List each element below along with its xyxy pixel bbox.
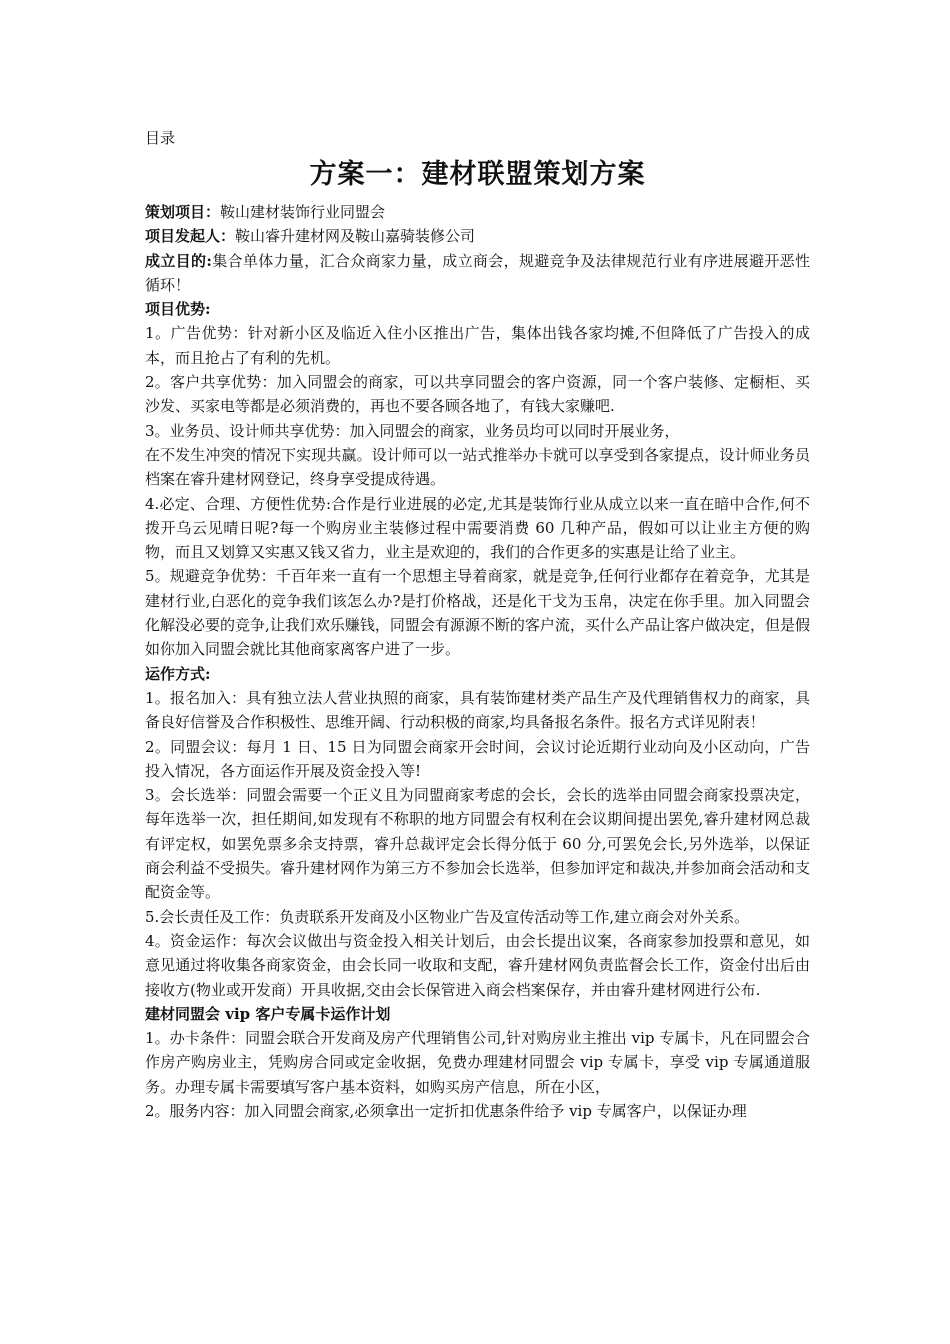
paragraph: 1。报名加入：具有独立法人营业执照的商家，具有装饰建材类产品生产及代理销售权力的商家，具备良好信誉及合作积极性、思维开阔、行动积极的商家,均具备报名条件。报名方式详见附表！: [145, 688, 810, 732]
paragraph: 4.必定、合理、方便性优势:合作是行业进展的必定,尤其是装饰行业从成立以来一直在暗中合作,何不拨开乌云见晴日呢?每一个购房业主装修过程中需要消费 60 几种产品，假如可以让业主方便的购物，而且又划算又实惠又钱又省力，业主是欢迎的，我们的合作更多的实惠是让给了业主。: [145, 494, 810, 562]
section-heading-operation: 运作方式:: [145, 664, 211, 683]
section-heading-vip: 建材同盟会 vip 客户专属卡运作计划: [145, 1004, 391, 1023]
paragraph: 1。广告优势：针对新小区及临近入住小区推出广告，集体出钱各家均摊,不但降低了广告投入的成本，而且抢占了有利的先机。: [145, 324, 810, 367]
meta-initiator: [145, 224, 810, 248]
paragraph: 5。规避竞争优势：千百年来一直有一个思想主导着商家，就是竞争,任何行业都存在着竞争，尤其是建材行业,白恶化的竞争我们该怎么办?是打价格战，还是化干戈为玉帛，决定在你手里。加入同盟会化解没必要的竞争,让我们欢乐赚钱，同盟会有源源不断的客户流，买什么产品让客户做决定，但是假如你加入同盟会就比其他商家离客户进了一步。: [145, 567, 810, 659]
meta-project: [145, 200, 810, 224]
toc-label: 目录: [145, 129, 176, 147]
paragraph: 2。同盟会议：每月 1 日、15 日为同盟会商家开会时间，会议讨论近期行业动向及小区动向，广告投入情况，各方面运作开展及资金投入等!: [145, 737, 810, 780]
meta-value: 鞍山建材装饰行业同盟会: [220, 203, 386, 221]
meta-value: 集合单体力量，汇合众商家力量，成立商会，规避竞争及法律规范行业有序进展避开恶性循环！: [145, 251, 810, 294]
paragraph: 3。会长选举：同盟会需要一个正义且为同盟商家考虑的会长，会长的选举由同盟会商家投票决定，每年选举一次，担任期间,如发现有不称职的地方同盟会有权利在会议期间提出罢免,睿升建材网总裁有评定权，如罢免票多余支持票，睿升总裁评定会长得分低于 60 分,可罢免会长,另外选举，以保证商会利益不受损失。睿升建材网作为第三方不参加会长选举，但参加评定和裁决,并参加商会活动和支配资金等。: [145, 786, 810, 902]
meta-purpose: [145, 249, 810, 298]
page-title: 方案一：建材联盟策划方案: [309, 159, 646, 190]
paragraph: 3。业务员、设计师共享优势：加入同盟会的商家，业务员均可以同时开展业务，: [145, 421, 680, 440]
paragraph: 在不发生冲突的情况下实现共赢。设计师可以一站式推举办卡就可以享受到各家提点，设计师业务员档案在睿升建材网登记，终身享受提成待遇。: [145, 445, 810, 489]
meta-value: 鞍山睿升建材网及鞍山嘉骑装修公司: [235, 227, 476, 246]
meta-label: 策划项目：: [145, 203, 221, 221]
paragraph: 2。客户共享优势：加入同盟会的商家，可以共享同盟会的客户资源，同一个客户装修、定橱柜、买沙发、买家电等都是必须消费的，再也不要各顾各地了，有钱大家赚吧.: [145, 373, 810, 416]
paragraph: 2。服务内容：加入同盟会商家,必须拿出一定折扣优惠条件给予 vip 专属客户，以保证办理: [145, 1101, 747, 1120]
meta-label: 成立目的:: [145, 251, 212, 270]
meta-label: 项目发起人：: [145, 227, 236, 246]
paragraph: 1。办卡条件：同盟会联合开发商及房产代理销售公司,针对购房业主推出 vip 专属卡，凡在同盟会合作房产购房业主，凭购房合同或定金收据，免费办理建材同盟会 vip 专属卡，享受 vip 专属通道服务。办理专属卡需要填写客户基本资料，如购买房产信息，所在小区，: [145, 1029, 810, 1096]
paragraph: 5.会长责任及工作：负责联系开发商及小区物业广告及宣传活动等工作,建立商会对外关系。: [145, 907, 750, 926]
section-heading-advantages: 项目优势:: [145, 300, 211, 319]
document-body: [145, 200, 810, 1123]
paragraph: 4。资金运作：每次会议做出与资金投入相关计划后，由会长提出议案，各商家参加投票和意见，如意见通过将收集各商家资金，由会长同一收取和支配，睿升建材网负责监督会长工作，资金付出后由接收方(物业或开发商）开具收据,交由会长保管进入商会档案保存，并由睿升建材网进行公布.: [145, 931, 810, 999]
